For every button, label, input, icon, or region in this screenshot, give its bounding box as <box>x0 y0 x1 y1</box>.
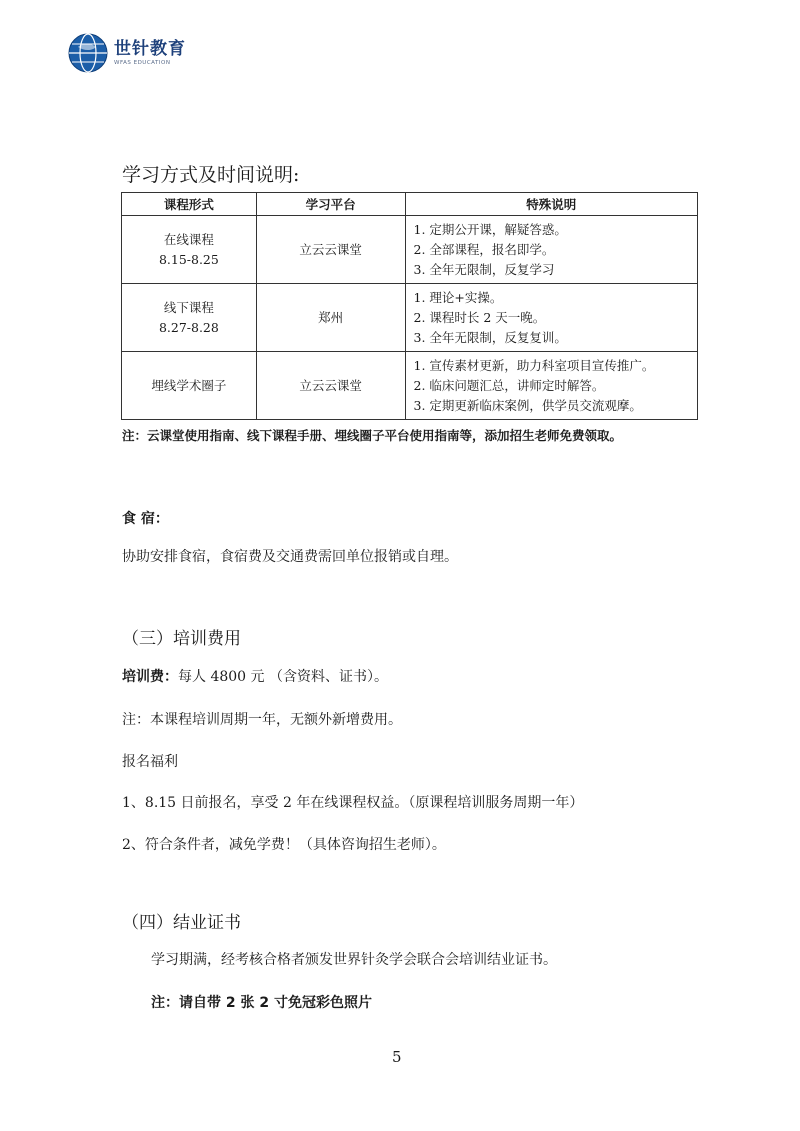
platform-cell: 郑州 <box>256 284 405 352</box>
platform-cell: 立云云课堂 <box>256 216 405 284</box>
course-dates-line: 8.27-8.28 <box>158 319 219 335</box>
globe-logo-icon <box>68 33 108 73</box>
table-row <box>122 352 698 420</box>
lodging-body: 协助安排食宿，食宿费及交通费需回单位报销或自理。 <box>122 549 458 565</box>
benefit-item: 2、符合条件者，减免学费！（具体咨询招生老师）。 <box>122 837 446 853</box>
course-format-line: 埋线学术圈子 <box>151 377 227 393</box>
notes-cell <box>405 284 698 352</box>
study-schedule-table <box>121 192 698 420</box>
course-format-line: 线下课程 <box>163 299 214 315</box>
header-logo <box>68 31 186 75</box>
course-format-line: 在线课程 <box>163 231 214 247</box>
table-row <box>122 284 698 352</box>
lodging-heading: 食 宿： <box>122 511 169 527</box>
column-header: 特殊说明 <box>405 193 698 216</box>
certificate-note: 注：请自带 2 张 2 寸免冠彩色照片 <box>151 995 372 1011</box>
notes-cell <box>405 352 698 420</box>
course-dates-line: 8.15-8.25 <box>158 251 219 267</box>
notes-cell <box>405 216 698 284</box>
table-row <box>122 216 698 284</box>
table-header-row <box>122 193 698 216</box>
fee-line <box>122 666 388 686</box>
note-item: 3. 全年无限制，反复复训。 <box>413 330 567 345</box>
page-number: 5 <box>392 1048 402 1066</box>
benefit-title: 报名福利 <box>122 754 178 770</box>
study-section-title: 学习方式及时间说明: <box>122 164 300 186</box>
fee-value: 每人 4800 元 （含资料、证书）。 <box>178 669 388 685</box>
course-format-cell <box>122 216 257 284</box>
column-header: 课程形式 <box>122 193 257 216</box>
note-item: 1. 理论+实操。 <box>413 290 503 305</box>
note-item: 2. 全部课程，报名即学。 <box>413 242 555 257</box>
benefit-item: 1、8.15 日前报名，享受 2 年在线课程权益。（原课程培训服务周期一年） <box>122 795 584 811</box>
note-item: 1. 定期公开课，解疑答惑。 <box>413 222 567 237</box>
platform-cell: 立云云课堂 <box>256 352 405 420</box>
fee-label: 培训费： <box>122 669 178 685</box>
column-header: 学习平台 <box>256 193 405 216</box>
note-item: 3. 全年无限制，反复学习 <box>413 262 555 277</box>
certificate-body: 学习期满，经考核合格者颁发世界针灸学会联合会培训结业证书。 <box>151 952 557 968</box>
certificate-section-heading: （四）结业证书 <box>122 913 241 933</box>
table-footnote: 注：云课堂使用指南、线下课程手册、埋线圈子平台使用指南等，添加招生老师免费领取。 <box>122 428 623 443</box>
fee-note: 注：本课程培训周期一年，无额外新增费用。 <box>122 712 402 728</box>
note-item: 3. 定期更新临床案例，供学员交流观摩。 <box>413 398 642 413</box>
note-item: 2. 临床问题汇总，讲师定时解答。 <box>413 378 605 393</box>
logo-subtitle: WFAS EDUCATION <box>114 60 171 66</box>
note-item: 2. 课程时长 2 天一晚。 <box>413 310 546 325</box>
course-format-cell <box>122 284 257 352</box>
note-item: 1. 宣传素材更新，助力科室项目宣传推广。 <box>413 358 655 373</box>
course-format-cell <box>122 352 257 420</box>
logo-name: 世针教育 <box>114 39 186 59</box>
fees-section-heading: （三）培训费用 <box>122 629 241 649</box>
